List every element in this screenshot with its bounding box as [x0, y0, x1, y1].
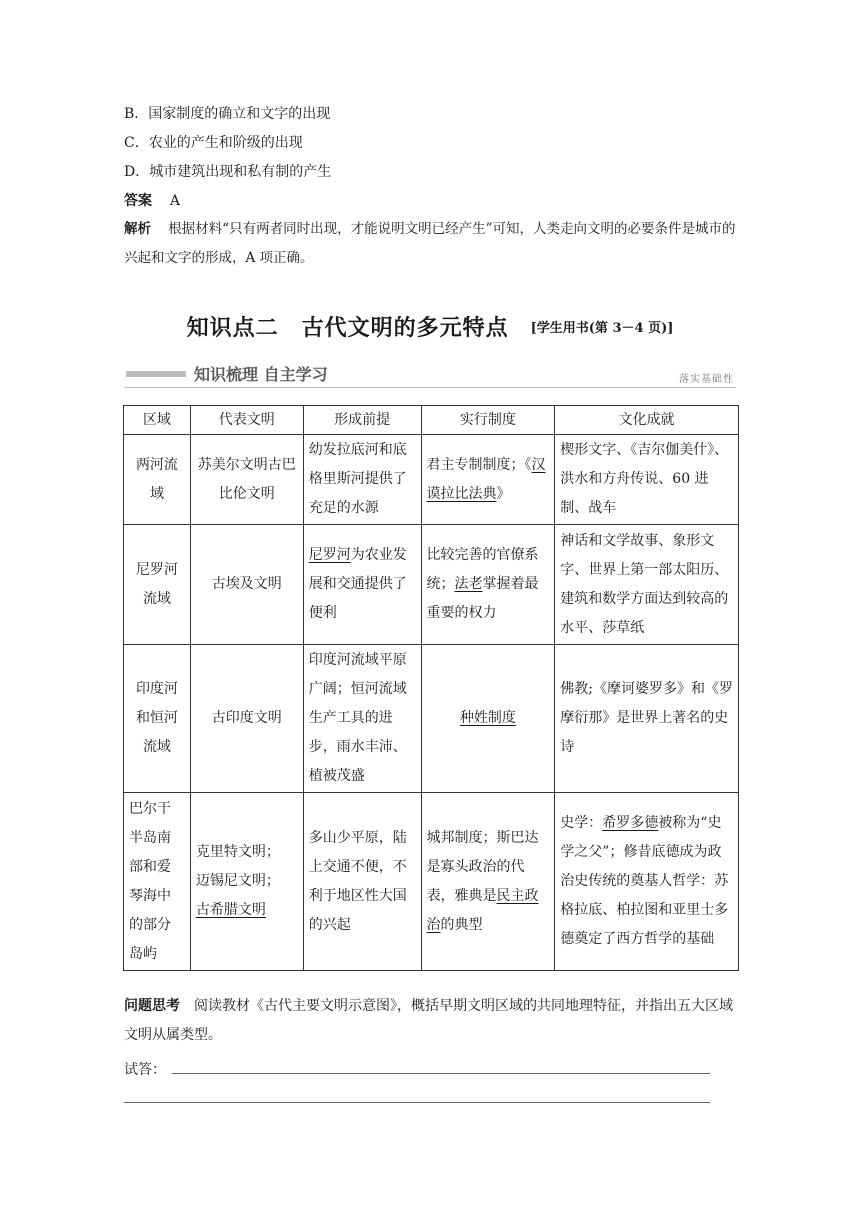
- cell-premise: 印度河流域平原广阔；恒河流域生产工具的进步，雨水丰沛、植被茂盛: [303, 645, 421, 793]
- answer-label: 答案: [124, 193, 152, 209]
- option-b: B．国家制度的确立和文字的出现: [124, 106, 331, 122]
- cell-region: 尼罗河流域: [124, 525, 191, 645]
- cell-culture: [555, 793, 739, 971]
- underlined-term: 民主政治: [426, 887, 539, 933]
- cell-culture: 楔形文字、《吉尔伽美什》、洪水和方舟传说、60 进制、战车: [555, 435, 739, 525]
- question-label: 问题思考: [124, 998, 180, 1014]
- section-page-ref: [学生用书(第 3－4 页)]: [530, 321, 674, 336]
- cell-culture: 神话和文学故事、象形文字、世界上第一部太阳历、建筑和数学方面达到较高的水平、莎草纸: [555, 525, 739, 645]
- banner-right-label: 落实基础性: [679, 374, 734, 385]
- culture-text: 史学：: [560, 815, 603, 831]
- system-text-end: 的典型: [440, 916, 483, 933]
- cell-premise: 幼发拉底河和底格里斯河提供了充足的水源: [303, 435, 421, 525]
- section-banner: [124, 360, 736, 388]
- cell-premise: [303, 525, 421, 645]
- underlined-term: 希罗多德: [602, 815, 659, 831]
- cell-premise: 多山少平原，陆上交通不便，不利于地区性大国的兴起: [303, 793, 421, 971]
- civilization-table: [123, 405, 739, 971]
- analysis: [124, 215, 736, 273]
- answer-blank-line[interactable]: [172, 1073, 710, 1074]
- table-row: [124, 645, 739, 793]
- section-title-text: 知识点二 古代文明的多元特点: [186, 315, 509, 341]
- table-row: [124, 525, 739, 645]
- cell-system: [421, 645, 555, 793]
- cell-civilization: [190, 793, 303, 971]
- system-text-end: 》: [496, 485, 511, 502]
- system-text-end: 掌握着最重要的权力: [426, 576, 539, 621]
- question-block: [124, 992, 740, 1050]
- analysis-text: 根据材料“只有两者同时出现，才能说明文明已经产生”可知，人类走向文明的必要条件是城市的兴起和文字的形成，A 项正确。: [124, 221, 736, 266]
- cell-civilization: 古印度文明: [190, 645, 303, 793]
- banner-rule: [124, 387, 736, 388]
- cell-civilization: 苏美尔文明古巴比伦文明: [190, 435, 303, 525]
- premise-text: 为农业发展和交通提供了便利: [308, 547, 407, 621]
- cell-region: 巴尔干半岛南部和爱琴海中的部分岛屿: [124, 793, 191, 971]
- header-premise: 形成前提: [303, 406, 421, 435]
- table-row: [124, 435, 739, 525]
- header-region: 区域: [124, 406, 191, 435]
- section-title: [0, 311, 860, 342]
- underlined-term: 种姓制度: [459, 710, 516, 726]
- cell-region: 印度河和恒河流域: [124, 645, 191, 793]
- header-system: 实行制度: [421, 406, 555, 435]
- banner-label: 知识梳理 自主学习: [194, 365, 328, 384]
- header-culture: 文化成就: [555, 406, 739, 435]
- civ-b: 迈锡尼文明；: [195, 873, 280, 889]
- header-civilization: 代表文明: [190, 406, 303, 435]
- system-text: 君主专制制度；《: [426, 456, 532, 473]
- answer-value: A: [169, 193, 180, 209]
- system-text: 城邦制度；斯巴达是寡头政治的代表，雅典是: [426, 829, 539, 904]
- cell-region: 两河流域: [124, 435, 191, 525]
- table-row: [124, 793, 739, 971]
- underlined-term: 汉谟拉比法典: [426, 456, 546, 502]
- civ-a: 克里特文明；: [195, 844, 280, 860]
- answer-line: [124, 191, 180, 211]
- cell-system: [421, 793, 555, 971]
- banner-bar: [126, 371, 186, 377]
- question-text: 阅读教材《古代主要文明示意图》，概括早期文明区域的共同地理特征，并指出五大区域文明从属类型。: [124, 998, 733, 1043]
- underlined-term: 尼罗河: [308, 547, 351, 563]
- underlined-term: 法老: [454, 576, 483, 592]
- analysis-label: 解析: [124, 221, 151, 237]
- system-text: 比较完善的官僚系统；: [426, 547, 539, 592]
- answer-blank-line[interactable]: [124, 1102, 710, 1103]
- answer-prompt: 试答：: [124, 1062, 166, 1078]
- option-d: D．城市建筑出现和私有制的产生: [124, 164, 332, 180]
- cell-system: [421, 435, 555, 525]
- cell-system: [421, 525, 555, 645]
- cell-civilization: 古埃及文明: [190, 525, 303, 645]
- underlined-term: 古希腊文明: [195, 902, 266, 918]
- cell-culture: 佛教;《摩诃婆罗多》和《罗摩衍那》是世界上著名的史诗: [555, 645, 739, 793]
- option-c: C．农业的产生和阶级的出现: [124, 135, 303, 151]
- table-header-row: [124, 406, 739, 435]
- culture-text-end: 被称为“史学之父”；修昔底德成为政治史传统的奠基人哲学：苏格拉底、柏拉图和亚里士多德奠定了西方哲学的基础: [560, 815, 729, 947]
